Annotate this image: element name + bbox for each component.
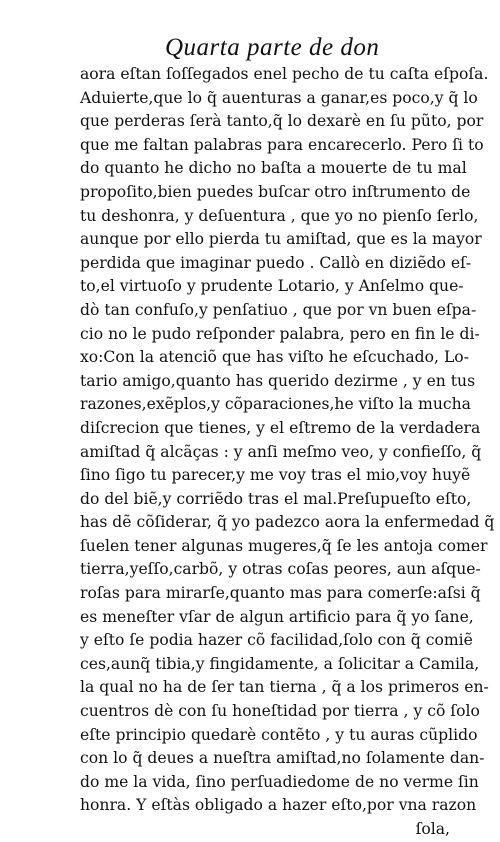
text-line: xo:Con la atenciõ que has viſto he eſcuchado, Lo- (80, 348, 469, 367)
text-line: amiſtad q̃ alcãças : y anſi meſmo veo, y confieſſo, q̃ (80, 442, 482, 461)
running-head-title: Quarta parte de don (165, 34, 380, 61)
text-line: y eſto ſe podia hazer cõ facilidad,ſolo con q̃ comiẽ (80, 631, 473, 650)
text-line: ſuelen tener algunas mugeres,q̃ ſe les antoja comer (80, 536, 488, 555)
text-line: que perderas ſerà tanto,q̃ lo dexarè en ſu pũto, por (80, 112, 484, 131)
text-line: roſas para mirarſe,quanto mas para comerſe:aſsi q̃ (80, 584, 481, 603)
text-line: has dẽ cõſiderar, q̃ yo padezco aora la enfermedad q̃ (80, 513, 495, 532)
text-line: la qual no ha de ſer tan tierna , q̃ a los primeros en- (80, 678, 489, 697)
text-line: dò tan confuſo,y penſatiuo , que por vn buen eſpa- (80, 300, 477, 319)
text-line: do quanto he dicho no baſta a mouerte de tu mal (80, 159, 467, 178)
text-line: aunque por ello pierda tu amiſtad, que es la mayor (80, 230, 482, 249)
text-line: do me la vida, ſino perſuadiedome de no verme ſin (80, 772, 479, 791)
text-line: cio no le pudo reſponder palabra, pero en fin le di- (80, 324, 480, 343)
text-line: honra. Y eſtàs obligado a hazer eſto,por vna razon (80, 796, 477, 815)
text-line: tario amigo,quanto has querido dezirme , y en tus (80, 371, 476, 390)
text-line: Aduierte,que lo q̃ auenturas a ganar,es poco,y q̃ lo (80, 88, 478, 107)
text-line: to,el virtuoſo y prudente Lotario, y Anſelmo que- (80, 277, 464, 296)
text-line: ſola, (415, 820, 450, 838)
text-line: con lo q̃ deues a nueſtra amiſtad,no ſolamente dan- (80, 749, 485, 768)
text-line: ſino ſigo tu parecer,y me voy tras el mio,voy huyẽ (80, 466, 471, 485)
text-line: perdida que imaginar puedo . Callò en diziẽdo eſ- (80, 253, 472, 272)
text-line: que me faltan palabras para encarecerlo. Pero ſi to (80, 135, 484, 154)
text-line: diſcrecion que tienes, y el eſtremo de la verdadera (80, 418, 481, 437)
text-line: es meneſter vſar de algun artificio para q̃ yo ſane, (80, 607, 474, 626)
body-text (80, 63, 495, 842)
text-line: propoſito,bien puedes buſcar otro inſtrumento de (80, 182, 471, 201)
text-line: cuentros dè con ſu honeſtidad por tierra , y cõ ſolo (80, 702, 480, 721)
text-line: razones,exẽplos,y cõparaciones,he viſto la mucha (80, 395, 471, 414)
text-line: aora eſtan ſoſſegados enel pecho de tu caſta eſpoſa. (80, 65, 489, 83)
text-line: tierra,yeſſo,carbõ, y otras coſas peores, aun aſque- (80, 560, 481, 579)
text-line: do del biẽ,y corriẽdo tras el mal.Preſupueſto eſto, (80, 489, 472, 508)
text-line: eſte principio quedarè contẽto , y tu auras cũplido (80, 725, 478, 744)
text-line: tu deshonra, y deſuentura , que yo no pienſo ſerlo, (80, 206, 479, 225)
text-line: ces,aunq̃ tibia,y fingidamente, a ſolicitar a Camila, (80, 654, 480, 673)
